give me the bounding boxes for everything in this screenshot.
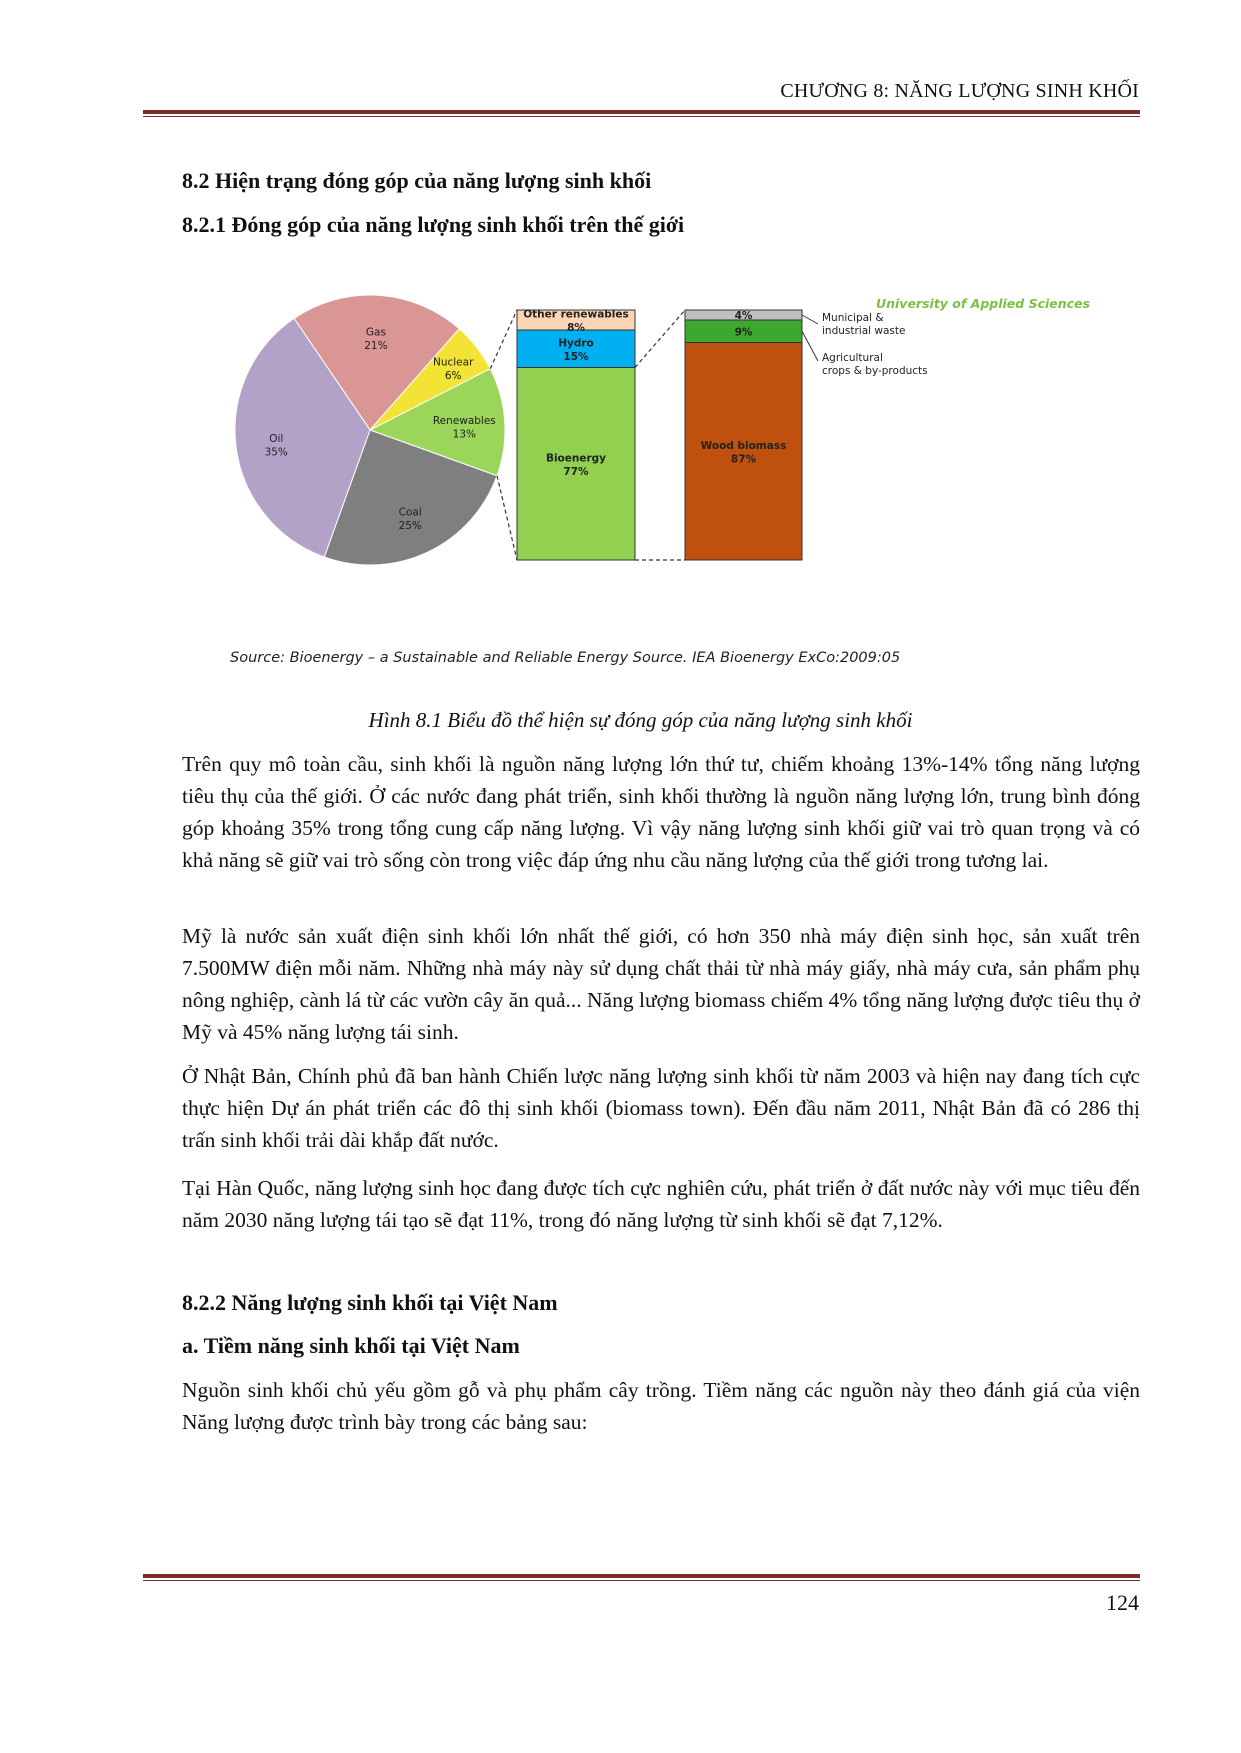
university-logo-text: University of Applied Sciences	[875, 296, 1090, 311]
connector-pie-top	[490, 310, 517, 369]
paragraph-vietnam-potential: Nguồn sinh khối chủ yếu gồm gỗ và phụ phẩm cây trồng. Tiềm năng các nguồn này theo đánh giá của viện Năng lượng được trình bày trong các bảng sau:	[182, 1378, 1140, 1434]
pie-label-nuclear: Nuclear 6%	[432, 356, 474, 382]
renewables-stacked-bar	[517, 309, 635, 561]
bar-label-wood-biomass: Wood biomass 87%	[700, 439, 787, 466]
section-heading-8-2: 8.2 Hiện trạng đóng góp của năng lượng sinh khối	[182, 168, 652, 193]
connector-bio-top	[635, 310, 685, 368]
page-number: 124	[1106, 1590, 1139, 1615]
bar-label-agricultural-crops-by-products: 9%	[734, 326, 753, 339]
page-header-title: CHƯƠNG 8: NĂNG LƯỢNG SINH KHỐI	[780, 80, 1139, 102]
bar-label-municipal-industrial-waste: 4%	[734, 310, 753, 322]
pointer-line-waste	[802, 315, 818, 324]
paragraph-japan-biomass: Ở Nhật Bản, Chính phủ đã ban hành Chiến lược năng lượng sinh khối từ năm 2003 và hiện nay đang tích cực thực hiện Dự án phát triển các đô thị sinh khối (biomass town). Đến đầu năm 2011, Nhật Bản đã có 286 thị trấn sinh khối trải dài khắp đất nước.	[182, 1064, 1140, 1152]
figure-source-text: Source: Bioenergy – a Sustainable and Reliable Energy Source. IEA Bioenergy ExCo:2009:05	[230, 650, 901, 666]
pie-label-renewables: Renewables 13%	[432, 415, 496, 441]
pie-label-coal: Coal 25%	[398, 506, 422, 533]
figure-caption: Hình 8.1 Biểu đồ thể hiện sự đóng góp của năng lượng sinh khối	[368, 708, 913, 732]
section-heading-8-2-1: 8.2.1 Đóng góp của năng lượng sinh khối trên thế giới	[182, 212, 685, 237]
header-rule	[143, 110, 1140, 117]
pie-label-gas: Gas 21%	[364, 326, 388, 353]
bar-label-bioenergy: Bioenergy 77%	[545, 452, 607, 478]
paragraph-global-biomass: Trên quy mô toàn cầu, sinh khối là nguồn năng lượng lớn thứ tư, chiếm khoảng 13%-14% tổng năng lượng tiêu thụ của thế giới. Ở các nước đang phát triển, sinh khối thường là nguồn năng lượng lớn, trung bình đóng góp khoảng 35% trong tổng cung cấp năng lượng. Vì vậy năng lượng sinh khối giữ vai trò quan trọng và có khả năng sẽ giữ vai trò sống còn trong việc đáp ứng nhu cầu năng lượng của thế giới trong tương lai.	[182, 752, 1140, 872]
connector-pie-bottom	[497, 476, 517, 560]
subsection-heading-a: a. Tiềm năng sinh khối tại Việt Nam	[182, 1333, 520, 1358]
bar-label-other-renewables: Other renewables 8%	[523, 308, 629, 334]
paragraph-korea-biomass: Tại Hàn Quốc, năng lượng sinh học đang được tích cực nghiên cứu, phát triển ở đất nước này với mục tiêu đến năm 2030 năng lượng tái tạo sẽ đạt 11%, trong đó năng lượng từ sinh khối sẽ đạt 7,12%.	[182, 1176, 1140, 1232]
side-label-municipal-industrial-waste: Municipal & industrial waste	[822, 312, 906, 337]
bar-label-hydro: Hydro 15%	[558, 337, 594, 363]
section-heading-8-2-2: 8.2.2 Năng lượng sinh khối tại Việt Nam	[182, 1290, 558, 1315]
energy-pie-chart	[235, 295, 505, 565]
side-label-agricultural-crops: Agricultural crops & by-products	[822, 352, 928, 377]
pointer-line-agricultural	[802, 331, 818, 361]
bioenergy-stacked-bar	[685, 310, 928, 560]
paragraph-usa-biomass: Mỹ là nước sản xuất điện sinh khối lớn nhất thế giới, có hơn 350 nhà máy điện sinh học, sản xuất trên 7.500MW điện mỗi năm. Những nhà máy này sử dụng chất thải từ nhà máy giấy, nhà máy cưa, sản phẩm phụ nông nghiệp, cành lá từ các vườn cây ăn quả... Năng lượng biomass chiếm 4% tổng năng lượng được tiêu thụ ở Mỹ và 45% năng lượng tái sinh.	[182, 924, 1140, 1044]
pie-label-oil: Oil 35%	[264, 432, 288, 459]
energy-contribution-chart	[230, 295, 1100, 675]
energy-contribution-figure	[230, 295, 1100, 675]
footer-rule	[143, 1574, 1140, 1581]
